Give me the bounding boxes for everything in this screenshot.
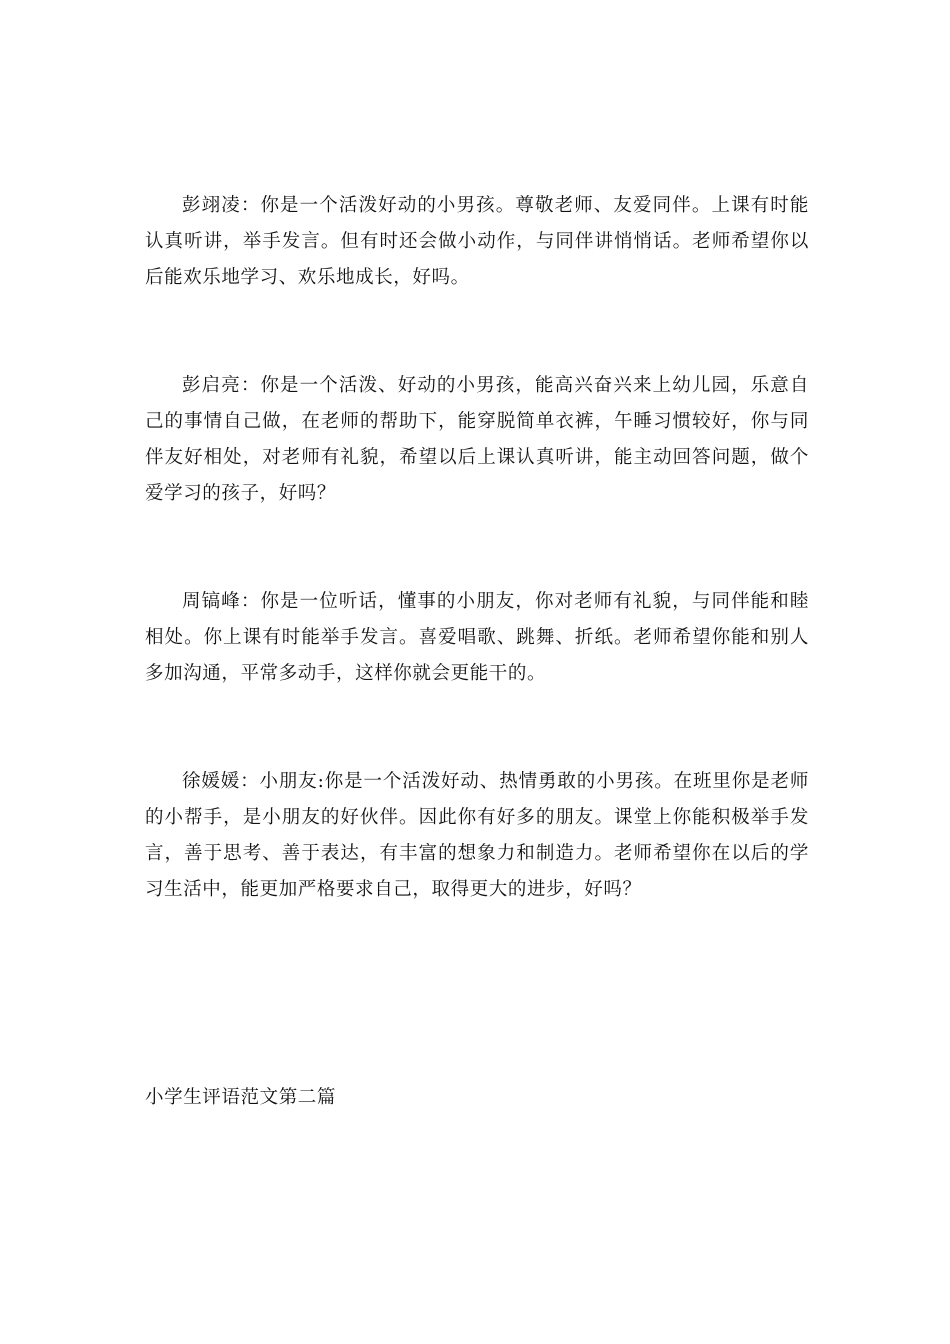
- comment-paragraph-xu-yuanyuan: 徐媛媛：小朋友:你是一个活泼好动、热情勇敢的小男孩。在班里你是老师的小帮手，是小朋友的好伙伴。因此你有好多的朋友。课堂上你能积极举手发言，善于思考、善于表达，有丰富的想象力和制造力。老师希望你在以后的学习生活中，能更加严格要求自己，取得更大的进步，好吗？: [145, 771, 809, 900]
- section-heading: 小学生评语范文第二篇: [145, 1087, 337, 1108]
- comment-paragraph-zhou-haofeng: 周镐峰：你是一位听话，懂事的小朋友，你对老师有礼貌，与同伴能和睦相处。你上课有时能举手发言。喜爱唱歌、跳舞、折纸。老师希望你能和别人多加沟通，平常多动手，这样你就会更能干的。: [145, 591, 809, 684]
- comment-paragraph-peng-yiling: 彭翊凌：你是一个活泼好动的小男孩。尊敬老师、友爱同伴。上课有时能认真听讲，举手发言。但有时还会做小动作，与同伴讲悄悄话。老师希望你以后能欢乐地学习、欢乐地成长，好吗。: [145, 195, 809, 288]
- comment-paragraph-peng-qiliang: 彭启亮：你是一个活泼、好动的小男孩，能高兴奋兴来上幼儿园，乐意自己的事情自己做，在老师的帮助下，能穿脱简单衣裤，午睡习惯较好，你与同伴友好相处，对老师有礼貌，希望以后上课认真听讲，能主动回答问题，做个爱学习的孩子，好吗？: [145, 375, 809, 504]
